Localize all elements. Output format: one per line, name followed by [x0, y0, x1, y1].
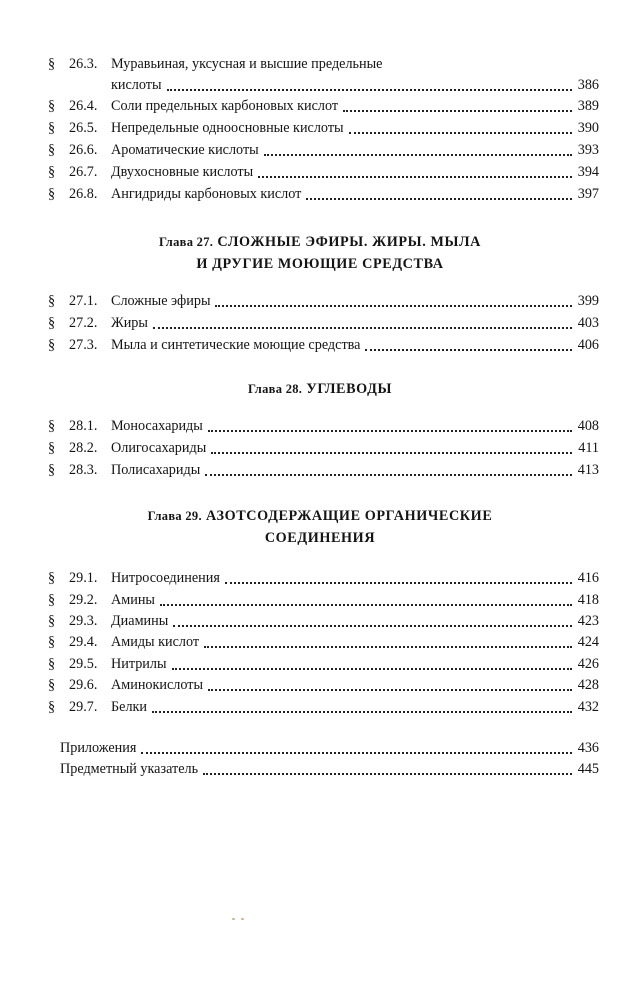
section-mark: §: [48, 677, 56, 693]
section-number: 26.8.: [69, 186, 98, 202]
section-mark: §: [48, 315, 56, 331]
section-title: Амиды кислот: [111, 634, 200, 650]
dot-leader: [205, 473, 572, 476]
section-number: 26.4.: [69, 98, 98, 114]
toc-entry-29-4: [48, 631, 599, 651]
toc-entry-27-1: [48, 290, 599, 310]
scan-speck: [241, 918, 244, 920]
page-number: 436: [577, 740, 599, 756]
section-number: 29.1.: [69, 570, 98, 586]
page-number: 408: [577, 418, 599, 434]
section-mark: §: [48, 142, 56, 158]
section-mark: §: [48, 120, 56, 136]
section-title: Моносахариды: [111, 418, 203, 434]
section-number: 28.3.: [69, 462, 98, 478]
toc-entry-26-7: [48, 161, 599, 181]
toc-entry-26-6: [48, 139, 599, 159]
toc-entry-appendices: [60, 737, 599, 757]
dot-leader: [343, 109, 572, 112]
dot-leader: [208, 429, 572, 432]
chapter-title: СЛОЖНЫЕ ЭФИРЫ. ЖИРЫ. МЫЛА: [217, 234, 482, 250]
toc-entry-28-3: [48, 459, 599, 479]
section-mark: §: [48, 186, 56, 202]
dot-leader: [215, 304, 572, 307]
chapter-title-line2: И ДРУГИЕ МОЮЩИЕ СРЕДСТВА: [196, 256, 444, 272]
section-title: Жиры: [111, 315, 148, 331]
page-number: 424: [577, 634, 599, 650]
toc-entry-29-2: [48, 589, 599, 609]
page-number: 418: [577, 592, 599, 608]
back-matter-title: Предметный указатель: [60, 761, 199, 777]
dot-leader: [365, 348, 572, 351]
page-number: 394: [577, 164, 599, 180]
page-number: 411: [578, 440, 599, 456]
toc-entry-26-4: [48, 95, 599, 115]
section-mark: §: [48, 634, 56, 650]
page-number: 428: [577, 677, 599, 693]
section-number: 29.7.: [69, 699, 98, 715]
toc-entry-29-5: [48, 653, 599, 673]
chapter-28-heading: [60, 378, 580, 400]
toc-entry-29-3: [48, 610, 599, 630]
section-title: Непредельные одноосновные кислоты: [111, 120, 344, 136]
page-number: 413: [577, 462, 599, 478]
page-number: 399: [577, 293, 599, 309]
section-mark: §: [48, 164, 56, 180]
dot-leader: [225, 581, 572, 584]
chapter-label: Глава 28.: [247, 382, 303, 396]
dot-leader: [141, 751, 572, 754]
section-mark: §: [48, 337, 56, 353]
chapter-heading-line: [60, 505, 580, 527]
section-26-3-title-cont: [111, 74, 599, 94]
page-number: 432: [577, 699, 599, 715]
toc-entry-27-3: [48, 334, 599, 354]
chapter-heading-line: [60, 231, 580, 253]
section-title: Двухосновные кислоты: [111, 164, 254, 180]
toc-entry-27-2: [48, 312, 599, 332]
section-title: Полисахариды: [111, 462, 201, 478]
section-title: Сложные эфиры: [111, 293, 211, 309]
dot-leader: [211, 451, 572, 454]
page-number: 445: [577, 761, 599, 777]
dot-leader: [153, 326, 572, 329]
toc-entry-26-5: [48, 117, 599, 137]
section-title: Ангидриды карбоновых кислот: [111, 186, 302, 202]
dot-leader: [306, 197, 572, 200]
section-number: 29.2.: [69, 592, 98, 608]
section-number: 27.1.: [69, 293, 98, 309]
dot-leader: [264, 153, 572, 156]
dot-leader: [160, 603, 572, 606]
section-title: Мыла и синтетические моющие средства: [111, 337, 361, 353]
section-title-continuation: кислоты: [111, 77, 162, 93]
section-number: 26.6.: [69, 142, 98, 158]
section-number: 29.4.: [69, 634, 98, 650]
page-number: 426: [577, 656, 599, 672]
page-number: 403: [577, 315, 599, 331]
section-title: Амины: [111, 592, 155, 608]
page-number: 389: [577, 98, 599, 114]
section-title: Белки: [111, 699, 148, 715]
section-mark: §: [48, 418, 56, 434]
section-mark: §: [48, 56, 56, 72]
section-mark: §: [48, 98, 56, 114]
section-mark: §: [48, 293, 56, 309]
back-matter-title: Приложения: [60, 740, 137, 756]
section-number: 28.2.: [69, 440, 98, 456]
dot-leader: [349, 131, 572, 134]
toc-entry-subject-index: [60, 758, 599, 778]
section-mark: §: [48, 699, 56, 715]
toc-entry-26-8: [48, 183, 599, 203]
chapter-title: УГЛЕВОДЫ: [306, 381, 393, 397]
chapter-27-heading: [60, 231, 580, 275]
page-number: 386: [577, 77, 599, 93]
toc-entry-28-2: [48, 437, 599, 457]
page-number: 390: [577, 120, 599, 136]
dot-leader: [172, 667, 572, 670]
chapter-label: Глава 27.: [158, 235, 214, 249]
section-title: Олигосахариды: [111, 440, 207, 456]
page-number: 416: [577, 570, 599, 586]
chapter-heading-line: [60, 378, 580, 400]
toc-entry-28-1: [48, 415, 599, 435]
section-number: 29.5.: [69, 656, 98, 672]
section-mark: §: [48, 570, 56, 586]
dot-leader: [203, 772, 572, 775]
section-mark: §: [48, 613, 56, 629]
section-title: Нитросоединения: [111, 570, 220, 586]
section-26-3-title-line: [48, 53, 599, 73]
dot-leader: [167, 88, 572, 91]
section-mark: §: [48, 440, 56, 456]
section-number: 27.3.: [69, 337, 98, 353]
dot-leader: [173, 624, 572, 627]
page-number: 423: [577, 613, 599, 629]
section-mark: §: [48, 656, 56, 672]
toc-entry-29-7: [48, 696, 599, 716]
section-number: 29.6.: [69, 677, 98, 693]
section-title: Аминокислоты: [111, 677, 204, 693]
dot-leader: [152, 710, 572, 713]
section-number: 29.3.: [69, 613, 98, 629]
section-title: Ароматические кислоты: [111, 142, 259, 158]
section-number: 26.3.: [69, 56, 98, 72]
chapter-title: АЗОТСОДЕРЖАЩИЕ ОРГАНИЧЕСКИЕ: [206, 508, 493, 524]
section-title: Муравьиная, уксусная и высшие предельные: [111, 56, 383, 72]
dot-leader: [204, 645, 572, 648]
section-number: 27.2.: [69, 315, 98, 331]
toc-entry-29-1: [48, 567, 599, 587]
chapter-label: Глава 29.: [147, 509, 202, 523]
section-number: 26.5.: [69, 120, 98, 136]
dot-leader: [258, 175, 572, 178]
page-number: 397: [577, 186, 599, 202]
page-number: 393: [577, 142, 599, 158]
section-number: 26.7.: [69, 164, 98, 180]
page-number: 406: [577, 337, 599, 353]
toc-entry-29-6: [48, 674, 599, 694]
chapter-29-heading: [60, 505, 580, 549]
section-title: Диамины: [111, 613, 169, 629]
scan-speck: [232, 918, 235, 920]
section-mark: §: [48, 592, 56, 608]
chapter-title-line2: СОЕДИНЕНИЯ: [264, 530, 376, 546]
section-title: Соли предельных карбоновых кислот: [111, 98, 339, 114]
section-number: 28.1.: [69, 418, 98, 434]
dot-leader: [208, 688, 572, 691]
section-mark: §: [48, 462, 56, 478]
section-title: Нитрилы: [111, 656, 167, 672]
